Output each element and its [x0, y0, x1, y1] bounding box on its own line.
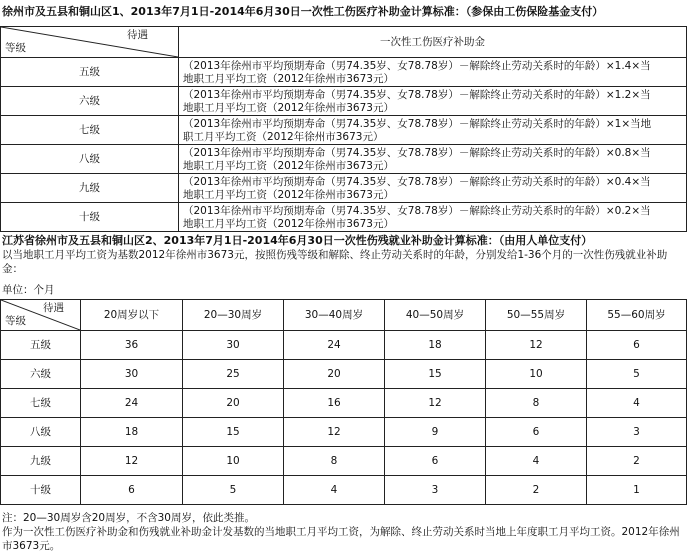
grade-cell: 七级	[1, 389, 81, 418]
grade-cell: 六级	[1, 87, 179, 116]
section2-description: 以当地职工月平均工资为基数2012年徐州市3673元，按照伤残等级和解除、终止劳动关系时的年龄，分别发给1-36个月的一次性伤残就业补助金：	[2, 249, 668, 275]
formula-cell	[179, 203, 687, 232]
value-cell: 4	[486, 447, 587, 476]
formula-line: （2013年徐州市平均预期寿命（男74.35岁、女78.78岁）－解除终止劳动关系时的年龄）×0.8×当	[183, 147, 651, 159]
formula-cell	[179, 87, 687, 116]
value-cell: 36	[81, 331, 183, 360]
grade-cell: 九级	[1, 174, 179, 203]
formula-cell	[179, 174, 687, 203]
column-header: 50—55周岁	[486, 300, 587, 331]
column-header: 55—60周岁	[587, 300, 687, 331]
value-cell: 16	[284, 389, 385, 418]
header-diagonal-cell	[1, 27, 179, 58]
formula-cell	[179, 58, 687, 87]
grade-cell: 五级	[1, 331, 81, 360]
note-line: 作为一次性工伤医疗补助金和伤残就业补助金计发基数的当地职工月平均工资，为解除、终止劳动关系时当地上年度职工月平均工资。2012年徐州市3673元。	[2, 526, 680, 552]
formula-line: 地职工月平均工资（2012年徐州市3673元）	[183, 73, 394, 85]
value-cell: 24	[284, 331, 385, 360]
section2-title: 江苏省徐州市及五县和铜山区2、2013年7月1日-2014年6月30日一次性伤残就业补助金计算标准：（由用人单位支付）	[2, 234, 593, 247]
grade-cell: 八级	[1, 145, 179, 174]
value-cell: 9	[385, 418, 486, 447]
formula-line: 地职工月平均工资（2012年徐州市3673元）	[183, 218, 394, 230]
header-treatment-label: 待遇	[127, 29, 148, 41]
header-diagonal-cell	[1, 300, 81, 331]
value-cell: 2	[486, 476, 587, 505]
header-treatment-label: 待遇	[43, 302, 64, 314]
value-cell: 1	[587, 476, 687, 505]
value-cell: 12	[284, 418, 385, 447]
medical-subsidy-table	[0, 26, 687, 232]
table-row	[1, 476, 687, 505]
value-cell: 6	[385, 447, 486, 476]
table-row	[1, 389, 687, 418]
table-row	[1, 174, 687, 203]
formula-line: （2013年徐州市平均预期寿命（男74.35岁、女78.78岁）－解除终止劳动关系时的年龄）×1×当地	[183, 118, 652, 130]
table-row	[1, 203, 687, 232]
table-row	[1, 360, 687, 389]
value-cell: 3	[587, 418, 687, 447]
value-cell: 30	[81, 360, 183, 389]
value-cell: 6	[587, 331, 687, 360]
value-cell: 12	[385, 389, 486, 418]
grade-cell: 五级	[1, 58, 179, 87]
grade-cell: 六级	[1, 360, 81, 389]
value-cell: 5	[587, 360, 687, 389]
value-cell: 3	[385, 476, 486, 505]
grade-cell: 十级	[1, 203, 179, 232]
value-cell: 8	[486, 389, 587, 418]
formula-line: 地职工月平均工资（2012年徐州市3673元）	[183, 160, 394, 172]
formula-line: （2013年徐州市平均预期寿命（男74.35岁、女78.78岁）－解除终止劳动关系时的年龄）×1.2×当	[183, 89, 651, 101]
grade-cell: 十级	[1, 476, 81, 505]
formula-line: （2013年徐州市平均预期寿命（男74.35岁、女78.78岁）－解除终止劳动关系时的年龄）×1.4×当	[183, 60, 651, 72]
formula-line: （2013年徐州市平均预期寿命（男74.35岁、女78.78岁）－解除终止劳动关系时的年龄）×0.2×当	[183, 205, 651, 217]
value-cell: 24	[81, 389, 183, 418]
header-amount-label: 一次性工伤医疗补助金	[179, 27, 687, 58]
value-cell: 12	[81, 447, 183, 476]
formula-line: （2013年徐州市平均预期寿命（男74.35岁、女78.78岁）－解除终止劳动关系时的年龄）×0.4×当	[183, 176, 651, 188]
notes	[2, 511, 686, 553]
header-grade-label: 等级	[5, 42, 26, 54]
value-cell: 12	[486, 331, 587, 360]
value-cell: 10	[183, 447, 284, 476]
value-cell: 4	[587, 389, 687, 418]
note-line: 注：20—30周岁含20周岁，不含30周岁，依此类推。	[2, 512, 255, 524]
table-row	[1, 145, 687, 174]
value-cell: 18	[81, 418, 183, 447]
table-row	[1, 418, 687, 447]
grade-cell: 九级	[1, 447, 81, 476]
section1-title: 徐州市及五县和铜山区1、2013年7月1日-2014年6月30日一次性工伤医疗补助金计算标准：（参保由工伤保险基金支付）	[2, 5, 604, 18]
grade-cell: 七级	[1, 116, 179, 145]
value-cell: 15	[183, 418, 284, 447]
table-row	[1, 87, 687, 116]
value-cell: 6	[81, 476, 183, 505]
column-header: 40—50周岁	[385, 300, 486, 331]
value-cell: 15	[385, 360, 486, 389]
value-cell: 20	[183, 389, 284, 418]
formula-line: 地职工月平均工资（2012年徐州市3673元）	[183, 102, 394, 114]
value-cell: 8	[284, 447, 385, 476]
diagonal-line	[1, 27, 178, 57]
value-cell: 20	[284, 360, 385, 389]
formula-cell	[179, 145, 687, 174]
table-row	[1, 116, 687, 145]
column-header: 20周岁以下	[81, 300, 183, 331]
grade-cell: 八级	[1, 418, 81, 447]
table-row	[1, 447, 687, 476]
unit-label: 单位：个月	[2, 284, 55, 296]
header-grade-label: 等级	[5, 315, 26, 327]
table-row	[1, 331, 687, 360]
employment-subsidy-table	[0, 299, 687, 505]
formula-line: 职工月平均工资（2012年徐州市3673元）	[183, 131, 384, 143]
value-cell: 10	[486, 360, 587, 389]
formula-cell	[179, 116, 687, 145]
value-cell: 6	[486, 418, 587, 447]
value-cell: 30	[183, 331, 284, 360]
formula-line: 地职工月平均工资（2012年徐州市3673元）	[183, 189, 394, 201]
column-header: 20—30周岁	[183, 300, 284, 331]
column-header: 30—40周岁	[284, 300, 385, 331]
value-cell: 5	[183, 476, 284, 505]
value-cell: 4	[284, 476, 385, 505]
value-cell: 2	[587, 447, 687, 476]
table-row	[1, 58, 687, 87]
value-cell: 25	[183, 360, 284, 389]
value-cell: 18	[385, 331, 486, 360]
